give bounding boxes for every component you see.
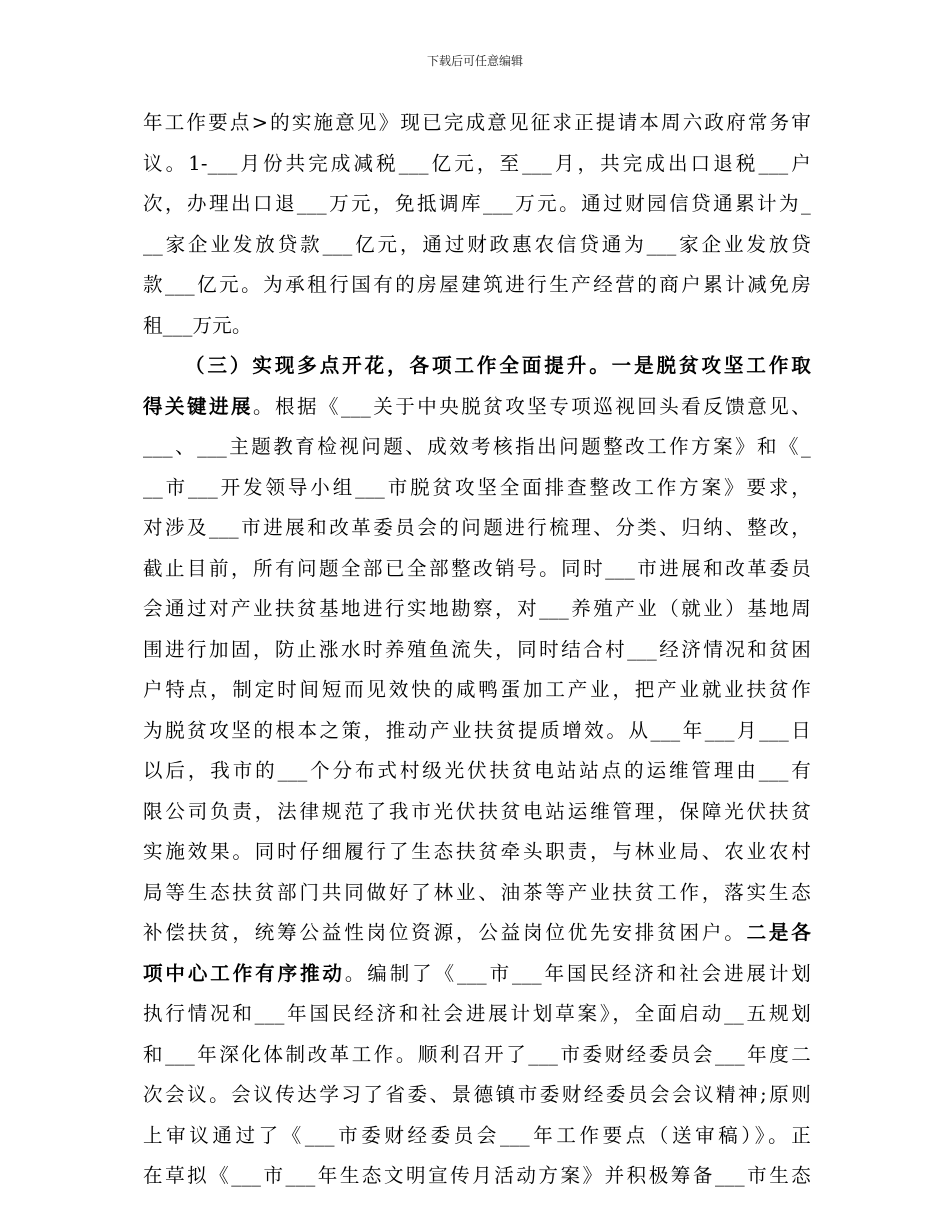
- text-span: 。编制了《___市___年国民经济和社会进展计划: [344, 961, 811, 985]
- text-line: 年工作要点>的实施意见》现已完成意见征求正提请本周六政府常务审: [143, 111, 811, 134]
- text-line: 议。1-___月份共完成减税___亿元，至___月，共完成出口退税___户: [143, 151, 811, 175]
- document-body: [143, 103, 811, 1197]
- page-header: 下载后可任意编辑: [426, 54, 523, 68]
- text-line: 围进行加固，防止涨水时养殖鱼流失，同时结合村___经济情况和贫困: [143, 637, 811, 661]
- text-span: 补偿扶贫，统筹公益性岗位资源，公益岗位优先安排贫困户。: [143, 921, 747, 944]
- text-line: ___、___主题教育检视问题、成效考核指出问题整改工作方案》和《_: [143, 435, 811, 458]
- text-line: 次会议。会议传达学习了省委、景德镇市委财经委员会会议精神;原则: [143, 1083, 811, 1106]
- text-line: 实施效果。同时仔细履行了生态扶贫牵头职责，与林业局、农业农村: [143, 840, 811, 863]
- bold-phrase: 二是各: [746, 921, 811, 944]
- text-line: 为脱贫攻坚的根本之策，推动产业扶贫提质增效。从___年___月___日: [143, 718, 811, 742]
- text-line: 执行情况和___年国民经济和社会进展计划草案》，全面启动__五规划: [143, 1002, 811, 1025]
- text-line: 租___万元。: [143, 313, 252, 337]
- text-line: 截止目前，所有问题全部已全部整改销号。同时___市进展和改革委员: [143, 556, 811, 580]
- text-line: __家企业发放贷款___亿元，通过财政惠农信贷通为___家企业发放贷: [143, 232, 811, 256]
- text-line: 和___年深化体制改革工作。顺利召开了___市委财经委员会___年度二: [143, 1042, 811, 1066]
- text-line: [143, 954, 811, 995]
- text-span: 。根据《___关于中央脱贫攻坚专项巡视回头看反馈意见、: [253, 394, 811, 418]
- bold-phrase: 项中心工作有序推动: [143, 961, 345, 985]
- text-line: 在草拟《___市___年生态文明宣传月活动方案》并积极筹备___市生态: [143, 1164, 811, 1187]
- section-heading-line: （三）实现多点开花，各项工作全面提升。一是脱贫攻坚工作取: [185, 354, 811, 377]
- paragraph-1: [143, 103, 811, 346]
- text-line: 款___亿元。为承租行国有的房屋建筑进行生产经营的商户累计减免房: [143, 273, 811, 296]
- text-line: __市___开发领导小组___市脱贫攻坚全面排查整改工作方案》要求，: [143, 475, 811, 499]
- bold-phrase: 得关键进展: [143, 394, 254, 418]
- text-line: 次，办理出口退___万元，免抵调库___万元。通过财园信贷通累计为_: [143, 192, 811, 215]
- text-line: [143, 913, 811, 954]
- paragraph-2: [143, 346, 811, 1197]
- text-line: [143, 387, 811, 428]
- text-line: 上审议通过了《___市委财经委员会___年工作要点（送审稿）》。正: [143, 1123, 811, 1147]
- text-line: 对涉及___市进展和改革委员会的问题进行梳理、分类、归纳、整改，: [143, 516, 811, 539]
- text-line: 户特点，制定时间短而见效快的咸鸭蛋加工产业，把产业就业扶贫作: [143, 678, 811, 701]
- text-line: 会通过对产业扶贫基地进行实地勘察，对___养殖产业（就业）基地周: [143, 597, 811, 620]
- text-line: 限公司负责，法律规范了我市光伏扶贫电站运维管理，保障光伏扶贫: [143, 799, 811, 823]
- text-line: 局等生态扶贫部门共同做好了林业、油茶等产业扶贫工作，落实生态: [143, 880, 811, 904]
- text-line: 以后，我市的___个分布式村级光伏扶贫电站站点的运维管理由___有: [143, 759, 811, 782]
